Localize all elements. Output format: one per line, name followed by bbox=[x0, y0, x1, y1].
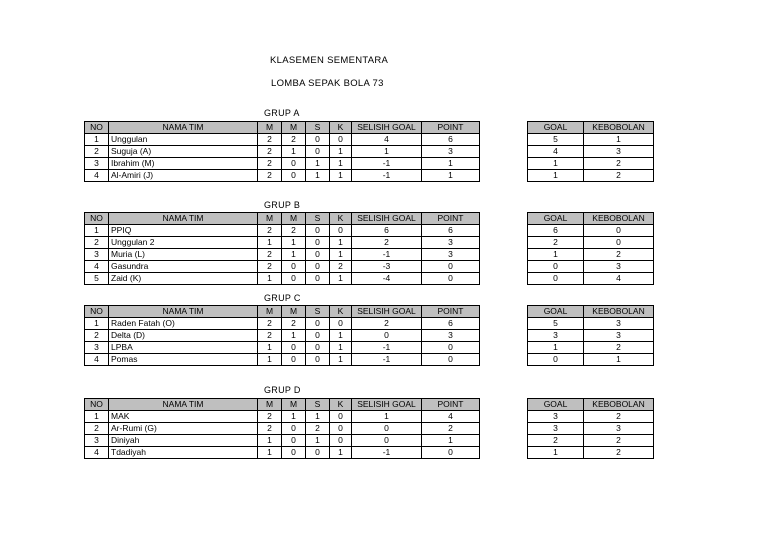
goals-table bbox=[527, 121, 654, 182]
cell-selisih: 0 bbox=[352, 423, 422, 435]
cell-goal: 2 bbox=[528, 435, 584, 447]
cell-goal: 0 bbox=[528, 261, 584, 273]
table-row bbox=[85, 273, 480, 285]
goals-table bbox=[527, 212, 654, 285]
cell-s: 0 bbox=[306, 318, 330, 330]
table-row bbox=[85, 435, 480, 447]
cell-nama: Ibrahim (M) bbox=[109, 158, 258, 170]
cell-point: 0 bbox=[422, 342, 480, 354]
column-header-no: NO bbox=[85, 122, 109, 134]
cell-point: 0 bbox=[422, 273, 480, 285]
cell-selisih: 0 bbox=[352, 330, 422, 342]
cell-selisih: 6 bbox=[352, 225, 422, 237]
column-header-k: K bbox=[330, 399, 352, 411]
cell-kebobolan: 3 bbox=[584, 146, 654, 158]
cell-nama: Tdadiyah bbox=[109, 447, 258, 459]
cell-s: 0 bbox=[306, 330, 330, 342]
cell-kebobolan: 1 bbox=[584, 134, 654, 146]
cell-selisih: 4 bbox=[352, 134, 422, 146]
cell-nama: MAK bbox=[109, 411, 258, 423]
table-row bbox=[528, 261, 654, 273]
column-header-k: K bbox=[330, 213, 352, 225]
cell-no: 5 bbox=[85, 273, 109, 285]
column-header-s: S bbox=[306, 306, 330, 318]
table-row bbox=[85, 318, 480, 330]
cell-k: 0 bbox=[330, 423, 352, 435]
document-title: KLASEMEN SEMENTARA bbox=[270, 55, 389, 66]
cell-s: 2 bbox=[306, 423, 330, 435]
cell-m2: 1 bbox=[282, 146, 306, 158]
cell-no: 2 bbox=[85, 330, 109, 342]
column-header-k: K bbox=[330, 306, 352, 318]
cell-m1: 1 bbox=[258, 273, 282, 285]
header-row bbox=[85, 122, 480, 134]
cell-no: 2 bbox=[85, 146, 109, 158]
standings-table bbox=[84, 398, 480, 459]
cell-selisih: 2 bbox=[352, 237, 422, 249]
cell-s: 0 bbox=[306, 249, 330, 261]
table-row bbox=[85, 158, 480, 170]
cell-m2: 2 bbox=[282, 318, 306, 330]
table-row bbox=[528, 225, 654, 237]
cell-nama: Ar-Rumi (G) bbox=[109, 423, 258, 435]
cell-s: 0 bbox=[306, 273, 330, 285]
table-row bbox=[85, 411, 480, 423]
cell-m1: 2 bbox=[258, 318, 282, 330]
cell-point: 0 bbox=[422, 447, 480, 459]
column-header-goal: GOAL bbox=[528, 399, 584, 411]
cell-goal: 5 bbox=[528, 318, 584, 330]
table-row bbox=[85, 249, 480, 261]
cell-s: 0 bbox=[306, 447, 330, 459]
table-row bbox=[528, 134, 654, 146]
cell-k: 1 bbox=[330, 249, 352, 261]
cell-s: 0 bbox=[306, 237, 330, 249]
cell-no: 2 bbox=[85, 237, 109, 249]
cell-no: 1 bbox=[85, 318, 109, 330]
cell-goal: 3 bbox=[528, 423, 584, 435]
table-row bbox=[528, 423, 654, 435]
column-header-no: NO bbox=[85, 306, 109, 318]
cell-goal: 4 bbox=[528, 146, 584, 158]
column-header-selisih: SELISIH GOAL bbox=[352, 399, 422, 411]
group-label: GRUP D bbox=[264, 385, 301, 395]
cell-k: 1 bbox=[330, 170, 352, 182]
cell-selisih: 1 bbox=[352, 146, 422, 158]
cell-point: 3 bbox=[422, 330, 480, 342]
table-row bbox=[528, 447, 654, 459]
goals-table bbox=[527, 398, 654, 459]
column-header-m2: M bbox=[282, 122, 306, 134]
cell-point: 3 bbox=[422, 146, 480, 158]
cell-kebobolan: 3 bbox=[584, 318, 654, 330]
cell-selisih: -1 bbox=[352, 447, 422, 459]
column-header-kebobolan: KEBOBOLAN bbox=[584, 213, 654, 225]
cell-no: 3 bbox=[85, 435, 109, 447]
cell-s: 0 bbox=[306, 134, 330, 146]
cell-m1: 2 bbox=[258, 134, 282, 146]
cell-m1: 2 bbox=[258, 411, 282, 423]
cell-nama: Unggulan 2 bbox=[109, 237, 258, 249]
cell-m2: 0 bbox=[282, 354, 306, 366]
cell-m2: 0 bbox=[282, 170, 306, 182]
cell-kebobolan: 2 bbox=[584, 411, 654, 423]
cell-k: 0 bbox=[330, 411, 352, 423]
cell-kebobolan: 2 bbox=[584, 249, 654, 261]
cell-k: 1 bbox=[330, 237, 352, 249]
cell-goal: 6 bbox=[528, 225, 584, 237]
cell-no: 4 bbox=[85, 447, 109, 459]
cell-m1: 2 bbox=[258, 146, 282, 158]
cell-goal: 0 bbox=[528, 273, 584, 285]
document-subtitle: LOMBA SEPAK BOLA 73 bbox=[271, 78, 384, 89]
cell-kebobolan: 2 bbox=[584, 435, 654, 447]
cell-point: 3 bbox=[422, 249, 480, 261]
cell-nama: Al-Amiri (J) bbox=[109, 170, 258, 182]
cell-selisih: -1 bbox=[352, 158, 422, 170]
table-row bbox=[528, 318, 654, 330]
cell-goal: 1 bbox=[528, 158, 584, 170]
cell-kebobolan: 0 bbox=[584, 225, 654, 237]
header-row bbox=[528, 122, 654, 134]
table-row bbox=[528, 435, 654, 447]
cell-s: 0 bbox=[306, 342, 330, 354]
column-header-selisih: SELISIH GOAL bbox=[352, 213, 422, 225]
cell-s: 1 bbox=[306, 170, 330, 182]
cell-k: 1 bbox=[330, 354, 352, 366]
cell-kebobolan: 3 bbox=[584, 261, 654, 273]
cell-s: 0 bbox=[306, 354, 330, 366]
cell-m1: 1 bbox=[258, 237, 282, 249]
column-header-m1: M bbox=[258, 306, 282, 318]
cell-kebobolan: 4 bbox=[584, 273, 654, 285]
cell-nama: PPIQ bbox=[109, 225, 258, 237]
cell-selisih: -1 bbox=[352, 342, 422, 354]
cell-s: 0 bbox=[306, 146, 330, 158]
cell-no: 1 bbox=[85, 411, 109, 423]
cell-m1: 1 bbox=[258, 342, 282, 354]
column-header-m1: M bbox=[258, 399, 282, 411]
cell-k: 1 bbox=[330, 330, 352, 342]
table-row bbox=[85, 134, 480, 146]
column-header-no: NO bbox=[85, 399, 109, 411]
cell-point: 1 bbox=[422, 435, 480, 447]
cell-m2: 1 bbox=[282, 411, 306, 423]
cell-nama: Unggulan bbox=[109, 134, 258, 146]
column-header-selisih: SELISIH GOAL bbox=[352, 122, 422, 134]
header-row bbox=[528, 213, 654, 225]
cell-nama: LPBA bbox=[109, 342, 258, 354]
cell-m2: 1 bbox=[282, 249, 306, 261]
cell-nama: Diniyah bbox=[109, 435, 258, 447]
table-row bbox=[528, 330, 654, 342]
standings-table bbox=[84, 305, 480, 366]
table-row bbox=[528, 354, 654, 366]
cell-point: 3 bbox=[422, 237, 480, 249]
cell-nama: Delta (D) bbox=[109, 330, 258, 342]
cell-point: 2 bbox=[422, 423, 480, 435]
cell-selisih: 0 bbox=[352, 435, 422, 447]
cell-m1: 2 bbox=[258, 170, 282, 182]
table-row bbox=[85, 237, 480, 249]
column-header-m1: M bbox=[258, 213, 282, 225]
cell-m1: 2 bbox=[258, 225, 282, 237]
table-row bbox=[85, 342, 480, 354]
header-row bbox=[528, 399, 654, 411]
cell-point: 6 bbox=[422, 318, 480, 330]
cell-k: 1 bbox=[330, 146, 352, 158]
goals-table bbox=[527, 305, 654, 366]
cell-m2: 0 bbox=[282, 423, 306, 435]
cell-point: 1 bbox=[422, 170, 480, 182]
column-header-selisih: SELISIH GOAL bbox=[352, 306, 422, 318]
table-row bbox=[85, 225, 480, 237]
table-row bbox=[528, 273, 654, 285]
cell-no: 3 bbox=[85, 342, 109, 354]
cell-nama: Raden Fatah (O) bbox=[109, 318, 258, 330]
cell-k: 1 bbox=[330, 158, 352, 170]
cell-kebobolan: 0 bbox=[584, 237, 654, 249]
table-row bbox=[85, 261, 480, 273]
cell-m1: 1 bbox=[258, 435, 282, 447]
table-row bbox=[528, 342, 654, 354]
group-label: GRUP B bbox=[264, 200, 301, 210]
cell-m2: 0 bbox=[282, 435, 306, 447]
group-label: GRUP A bbox=[264, 108, 300, 118]
cell-s: 0 bbox=[306, 261, 330, 273]
cell-goal: 1 bbox=[528, 342, 584, 354]
column-header-point: POINT bbox=[422, 213, 480, 225]
cell-nama: Pomas bbox=[109, 354, 258, 366]
column-header-goal: GOAL bbox=[528, 122, 584, 134]
table-row bbox=[85, 146, 480, 158]
cell-s: 1 bbox=[306, 435, 330, 447]
cell-selisih: -4 bbox=[352, 273, 422, 285]
cell-point: 6 bbox=[422, 225, 480, 237]
table-row bbox=[85, 330, 480, 342]
column-header-goal: GOAL bbox=[528, 213, 584, 225]
column-header-m2: M bbox=[282, 306, 306, 318]
column-header-nama: NAMA TIM bbox=[109, 306, 258, 318]
table-row bbox=[85, 423, 480, 435]
cell-m2: 1 bbox=[282, 330, 306, 342]
cell-point: 1 bbox=[422, 158, 480, 170]
column-header-m2: M bbox=[282, 399, 306, 411]
cell-goal: 1 bbox=[528, 170, 584, 182]
cell-m2: 0 bbox=[282, 342, 306, 354]
cell-goal: 1 bbox=[528, 249, 584, 261]
cell-k: 0 bbox=[330, 225, 352, 237]
cell-k: 0 bbox=[330, 134, 352, 146]
cell-no: 3 bbox=[85, 249, 109, 261]
column-header-goal: GOAL bbox=[528, 306, 584, 318]
cell-goal: 3 bbox=[528, 411, 584, 423]
cell-kebobolan: 2 bbox=[584, 170, 654, 182]
group-label: GRUP C bbox=[264, 293, 301, 303]
column-header-kebobolan: KEBOBOLAN bbox=[584, 306, 654, 318]
column-header-point: POINT bbox=[422, 122, 480, 134]
column-header-s: S bbox=[306, 213, 330, 225]
column-header-m1: M bbox=[258, 122, 282, 134]
cell-m2: 0 bbox=[282, 261, 306, 273]
cell-no: 3 bbox=[85, 158, 109, 170]
cell-goal: 0 bbox=[528, 354, 584, 366]
cell-kebobolan: 2 bbox=[584, 447, 654, 459]
table-row bbox=[528, 237, 654, 249]
cell-selisih: -3 bbox=[352, 261, 422, 273]
cell-m1: 2 bbox=[258, 423, 282, 435]
cell-selisih: -1 bbox=[352, 249, 422, 261]
cell-m1: 2 bbox=[258, 330, 282, 342]
standings-table bbox=[84, 212, 480, 285]
cell-m2: 0 bbox=[282, 447, 306, 459]
cell-s: 0 bbox=[306, 225, 330, 237]
cell-point: 0 bbox=[422, 354, 480, 366]
cell-m2: 0 bbox=[282, 273, 306, 285]
cell-nama: Zaid (K) bbox=[109, 273, 258, 285]
column-header-kebobolan: KEBOBOLAN bbox=[584, 122, 654, 134]
cell-k: 2 bbox=[330, 261, 352, 273]
cell-selisih: -1 bbox=[352, 354, 422, 366]
cell-m2: 2 bbox=[282, 134, 306, 146]
cell-m1: 1 bbox=[258, 447, 282, 459]
header-row bbox=[85, 399, 480, 411]
header-row bbox=[528, 306, 654, 318]
cell-point: 0 bbox=[422, 261, 480, 273]
column-header-point: POINT bbox=[422, 399, 480, 411]
cell-m1: 2 bbox=[258, 261, 282, 273]
cell-s: 1 bbox=[306, 158, 330, 170]
column-header-kebobolan: KEBOBOLAN bbox=[584, 399, 654, 411]
header-row bbox=[85, 306, 480, 318]
cell-no: 4 bbox=[85, 354, 109, 366]
cell-point: 6 bbox=[422, 134, 480, 146]
cell-m1: 2 bbox=[258, 249, 282, 261]
cell-m1: 1 bbox=[258, 354, 282, 366]
cell-kebobolan: 2 bbox=[584, 342, 654, 354]
column-header-point: POINT bbox=[422, 306, 480, 318]
cell-no: 4 bbox=[85, 261, 109, 273]
cell-k: 1 bbox=[330, 342, 352, 354]
cell-nama: Suguja (A) bbox=[109, 146, 258, 158]
cell-no: 2 bbox=[85, 423, 109, 435]
cell-no: 1 bbox=[85, 225, 109, 237]
cell-m1: 2 bbox=[258, 158, 282, 170]
column-header-s: S bbox=[306, 122, 330, 134]
table-row bbox=[528, 411, 654, 423]
cell-goal: 2 bbox=[528, 237, 584, 249]
table-row bbox=[85, 170, 480, 182]
cell-m2: 0 bbox=[282, 158, 306, 170]
cell-goal: 5 bbox=[528, 134, 584, 146]
cell-goal: 3 bbox=[528, 330, 584, 342]
cell-selisih: -1 bbox=[352, 170, 422, 182]
standings-table bbox=[84, 121, 480, 182]
cell-kebobolan: 2 bbox=[584, 158, 654, 170]
table-row bbox=[528, 249, 654, 261]
table-row bbox=[528, 146, 654, 158]
cell-k: 0 bbox=[330, 435, 352, 447]
cell-goal: 1 bbox=[528, 447, 584, 459]
table-row bbox=[528, 170, 654, 182]
column-header-s: S bbox=[306, 399, 330, 411]
cell-nama: Muria (L) bbox=[109, 249, 258, 261]
cell-no: 1 bbox=[85, 134, 109, 146]
cell-kebobolan: 3 bbox=[584, 423, 654, 435]
cell-selisih: 2 bbox=[352, 318, 422, 330]
header-row bbox=[85, 213, 480, 225]
cell-m2: 1 bbox=[282, 237, 306, 249]
cell-point: 4 bbox=[422, 411, 480, 423]
column-header-m2: M bbox=[282, 213, 306, 225]
cell-selisih: 1 bbox=[352, 411, 422, 423]
table-row bbox=[85, 354, 480, 366]
table-row bbox=[528, 158, 654, 170]
column-header-nama: NAMA TIM bbox=[109, 213, 258, 225]
cell-nama: Gasundra bbox=[109, 261, 258, 273]
cell-m2: 2 bbox=[282, 225, 306, 237]
cell-s: 1 bbox=[306, 411, 330, 423]
cell-k: 0 bbox=[330, 318, 352, 330]
cell-no: 4 bbox=[85, 170, 109, 182]
column-header-nama: NAMA TIM bbox=[109, 122, 258, 134]
table-row bbox=[85, 447, 480, 459]
cell-kebobolan: 3 bbox=[584, 330, 654, 342]
cell-k: 1 bbox=[330, 273, 352, 285]
column-header-nama: NAMA TIM bbox=[109, 399, 258, 411]
cell-k: 1 bbox=[330, 447, 352, 459]
column-header-no: NO bbox=[85, 213, 109, 225]
cell-kebobolan: 1 bbox=[584, 354, 654, 366]
column-header-k: K bbox=[330, 122, 352, 134]
